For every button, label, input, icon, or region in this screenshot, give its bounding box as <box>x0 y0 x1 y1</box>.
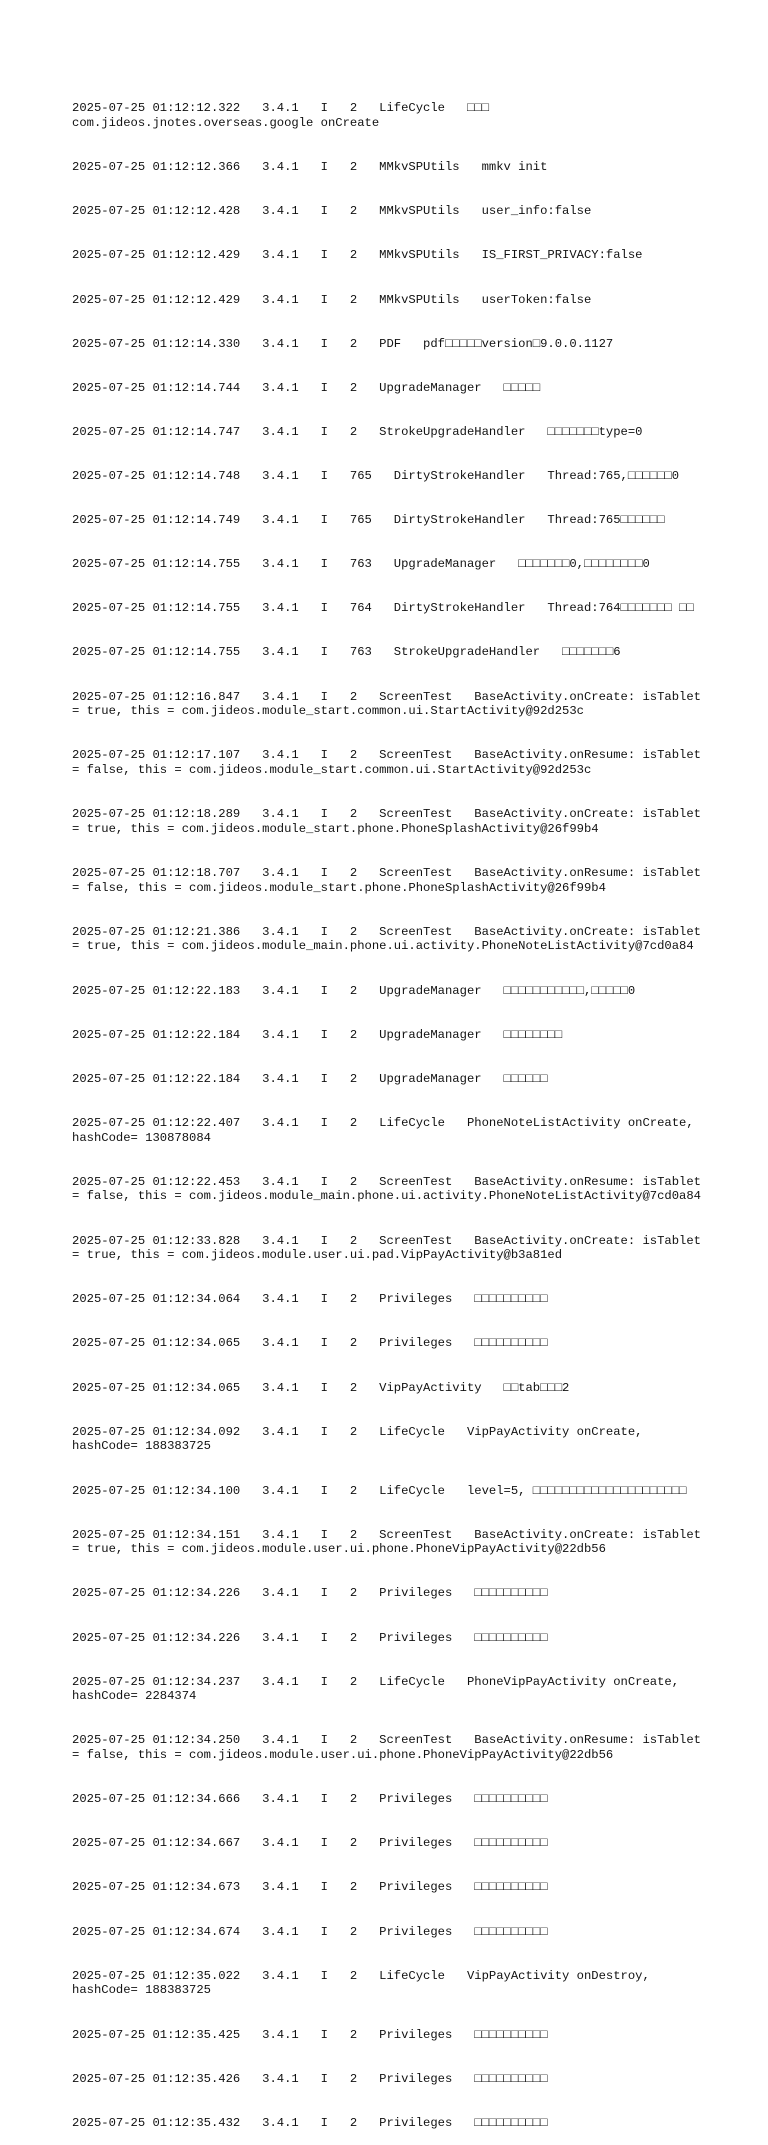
log-line: 2025-07-25 01:12:34.673 3.4.1 I 2 Privileges □□□□□□□□□□ <box>72 1880 548 1895</box>
log-line: 2025-07-25 01:12:14.744 3.4.1 I 2 UpgradeManager □□□□□ <box>72 380 541 395</box>
log-line: 2025-07-25 01:12:12.429 3.4.1 I 2 MMkvSPUtils IS_FIRST_PRIVACY:false <box>72 248 643 263</box>
log-line: 2025-07-25 01:12:12.429 3.4.1 I 2 MMkvSPUtils userToken:false <box>72 292 592 307</box>
log-line: 2025-07-25 01:12:34.065 3.4.1 I 2 Privileges □□□□□□□□□□ <box>72 1336 548 1351</box>
log-document <box>72 72 712 2145</box>
log-line: 2025-07-25 01:12:22.453 3.4.1 I 2 ScreenTest BaseActivity.onResume: isTablet = false, this = com.jideos.module_main.phone.ui.activity.PhoneNoteListActivity@7cd0a84 <box>72 1174 709 1204</box>
log-line: 2025-07-25 01:12:14.748 3.4.1 I 765 DirtyStrokeHandler Thread:765,□□□□□□0 <box>72 468 680 483</box>
log-line: 2025-07-25 01:12:14.755 3.4.1 I 763 UpgradeManager □□□□□□□0,□□□□□□□□0 <box>72 557 650 572</box>
log-line: 2025-07-25 01:12:14.755 3.4.1 I 764 DirtyStrokeHandler Thread:764□□□□□□□ □□ <box>72 601 694 616</box>
log-line: 2025-07-25 01:12:34.667 3.4.1 I 2 Privileges □□□□□□□□□□ <box>72 1836 548 1851</box>
log-line: 2025-07-25 01:12:34.064 3.4.1 I 2 Privileges □□□□□□□□□□ <box>72 1292 548 1307</box>
log-line: 2025-07-25 01:12:34.674 3.4.1 I 2 Privileges □□□□□□□□□□ <box>72 1924 548 1939</box>
log-line: 2025-07-25 01:12:34.100 3.4.1 I 2 LifeCycle level=5, □□□□□□□□□□□□□□□□□□□□□ <box>72 1483 687 1498</box>
log-line: 2025-07-25 01:12:16.847 3.4.1 I 2 ScreenTest BaseActivity.onCreate: isTablet = true, this = com.jideos.module_start.common.ui.StartActivity@92d253c <box>72 689 709 719</box>
log-line: 2025-07-25 01:12:21.386 3.4.1 I 2 ScreenTest BaseActivity.onCreate: isTablet = true, this = com.jideos.module_main.phone.ui.activity.PhoneNoteListActivity@7cd0a84 <box>72 924 709 954</box>
log-line: 2025-07-25 01:12:34.065 3.4.1 I 2 VipPayActivity □□tab□□□2 <box>72 1380 570 1395</box>
log-line: 2025-07-25 01:12:35.022 3.4.1 I 2 LifeCycle VipPayActivity onDestroy, hashCode= 188383725 <box>72 1968 658 1998</box>
log-line: 2025-07-25 01:12:12.366 3.4.1 I 2 MMkvSPUtils mmkv init <box>72 160 548 175</box>
log-line: 2025-07-25 01:12:34.237 3.4.1 I 2 LifeCycle PhoneVipPayActivity onCreate, hashCode= 2284374 <box>72 1674 687 1704</box>
log-line: 2025-07-25 01:12:17.107 3.4.1 I 2 ScreenTest BaseActivity.onResume: isTablet = false, this = com.jideos.module_start.common.ui.StartActivity@92d253c <box>72 748 709 778</box>
log-line: 2025-07-25 01:12:22.184 3.4.1 I 2 UpgradeManager □□□□□□□□ <box>72 1027 563 1042</box>
log-line: 2025-07-25 01:12:33.828 3.4.1 I 2 ScreenTest BaseActivity.onCreate: isTablet = true, this = com.jideos.module.user.ui.pad.VipPayActivity@b3a81ed <box>72 1233 709 1263</box>
log-line: 2025-07-25 01:12:34.666 3.4.1 I 2 Privileges □□□□□□□□□□ <box>72 1792 548 1807</box>
log-line: 2025-07-25 01:12:18.289 3.4.1 I 2 ScreenTest BaseActivity.onCreate: isTablet = true, this = com.jideos.module_start.phone.PhoneSplashActivity@26f99b4 <box>72 807 709 836</box>
log-line: 2025-07-25 01:12:34.250 3.4.1 I 2 ScreenTest BaseActivity.onResume: isTablet = false, this = com.jideos.module.user.ui.phone.PhoneVipPayActivity@22db56 <box>72 1733 709 1763</box>
log-line: 2025-07-25 01:12:35.432 3.4.1 I 2 Privileges □□□□□□□□□□ <box>72 2115 548 2130</box>
log-line: 2025-07-25 01:12:22.183 3.4.1 I 2 UpgradeManager □□□□□□□□□□□,□□□□□0 <box>72 983 636 998</box>
log-line: 2025-07-25 01:12:14.330 3.4.1 I 2 PDF pdf□□□□□version□9.0.0.1127 <box>72 336 614 351</box>
log-line: 2025-07-25 01:12:22.407 3.4.1 I 2 LifeCycle PhoneNoteListActivity onCreate, hashCode= 130878084 <box>72 1115 701 1145</box>
log-line: 2025-07-25 01:12:14.747 3.4.1 I 2 StrokeUpgradeHandler □□□□□□□type=0 <box>72 424 643 439</box>
log-line: 2025-07-25 01:12:14.755 3.4.1 I 763 StrokeUpgradeHandler □□□□□□□6 <box>72 645 621 660</box>
log-line: 2025-07-25 01:12:34.092 3.4.1 I 2 LifeCycle VipPayActivity onCreate, hashCode= 188383725 <box>72 1424 650 1454</box>
log-line: 2025-07-25 01:12:22.184 3.4.1 I 2 UpgradeManager □□□□□□ <box>72 1071 548 1086</box>
log-line: 2025-07-25 01:12:34.151 3.4.1 I 2 ScreenTest BaseActivity.onCreate: isTablet = true, this = com.jideos.module.user.ui.phone.PhoneVipPayActivity@22db56 <box>72 1527 709 1557</box>
log-line: 2025-07-25 01:12:12.322 3.4.1 I 2 LifeCycle □□□ com.jideos.jnotes.overseas.google onCreate <box>72 101 497 131</box>
log-line: 2025-07-25 01:12:18.707 3.4.1 I 2 ScreenTest BaseActivity.onResume: isTablet = false, this = com.jideos.module_start.phone.PhoneSplashActivity@26f99b4 <box>72 865 709 895</box>
log-line: 2025-07-25 01:12:34.226 3.4.1 I 2 Privileges □□□□□□□□□□ <box>72 1630 548 1645</box>
log-line: 2025-07-25 01:12:35.425 3.4.1 I 2 Privileges □□□□□□□□□□ <box>72 2027 548 2042</box>
log-line: 2025-07-25 01:12:12.428 3.4.1 I 2 MMkvSPUtils user_info:false <box>72 204 592 219</box>
log-line: 2025-07-25 01:12:34.226 3.4.1 I 2 Privileges □□□□□□□□□□ <box>72 1586 548 1601</box>
log-line: 2025-07-25 01:12:35.426 3.4.1 I 2 Privileges □□□□□□□□□□ <box>72 2071 548 2086</box>
log-line: 2025-07-25 01:12:14.749 3.4.1 I 765 DirtyStrokeHandler Thread:765□□□□□□ <box>72 513 665 528</box>
